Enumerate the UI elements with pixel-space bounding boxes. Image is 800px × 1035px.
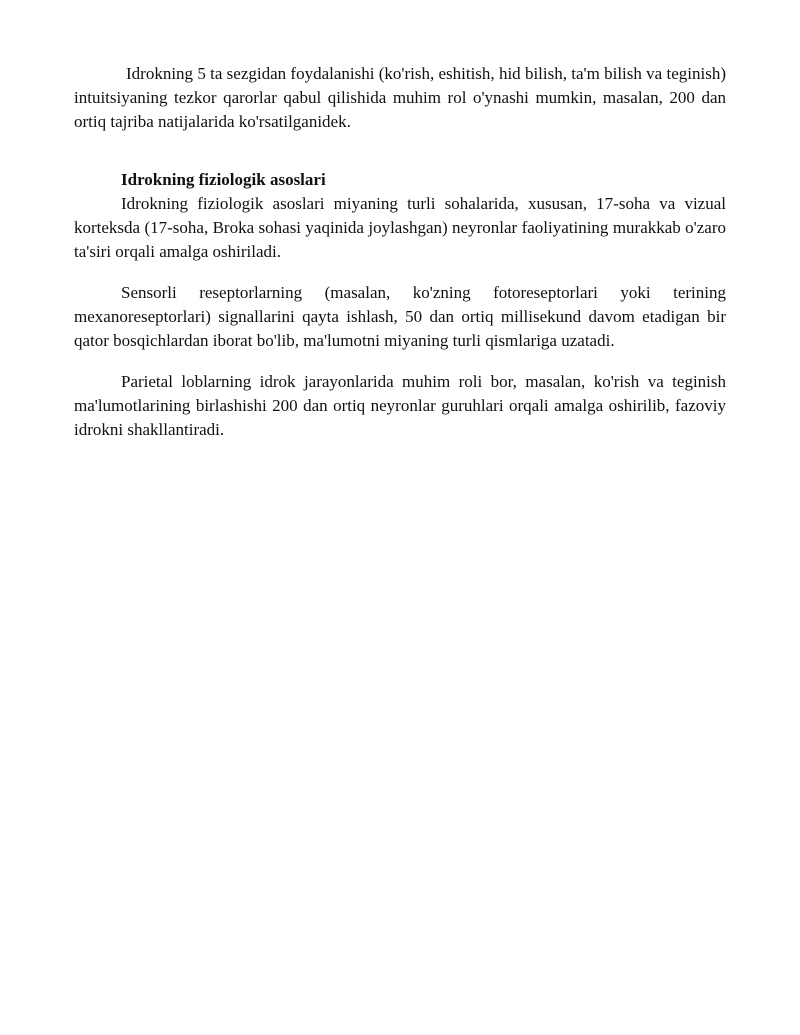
paragraph-intro: Idrokning 5 ta sezgidan foydalanishi (ko'rish, eshitish, hid bilish, ta'm bilish va teginish) intuitsiyaning tezkor qarorlar qabul qilishida muhim rol o'ynashi mumkin, masalan, 200 dan ortiq tajriba natijalarida ko'rsatilganidek. — [74, 64, 726, 131]
paragraph-physiology: Idrokning fiziologik asoslari miyaning turli sohalarida, xususan, 17-soha va vizual korteksda (17-soha, Broka sohasi yaqinida joylashgan) neyronlar faoliyatining murakkab o'zaro ta'siri orqali amalga oshiriladi. — [74, 194, 726, 261]
paragraph-parietal: Parietal loblarning idrok jarayonlarida muhim roli bor, masalan, ko'rish va teginish ma'lumotlarining birlashishi 200 dan ortiq neyronlar guruhlari orqali amalga oshirilib, fazoviy idrokni shakllantiradi. — [74, 372, 726, 439]
document-page — [74, 62, 726, 442]
paragraph-receptors: Sensorli reseptorlarning (masalan, ko'zning fotoreseptorlari yoki terining mexanoreseptorlari) signallarini qayta ishlash, 50 dan ortiq millisekund davom etadigan bir qator bosqichlardan iborat bo'lib, ma'lumotni miyaning turli qismlariga uzatadi. — [74, 283, 726, 350]
section-heading: Idrokning fiziologik asoslari — [121, 170, 326, 189]
